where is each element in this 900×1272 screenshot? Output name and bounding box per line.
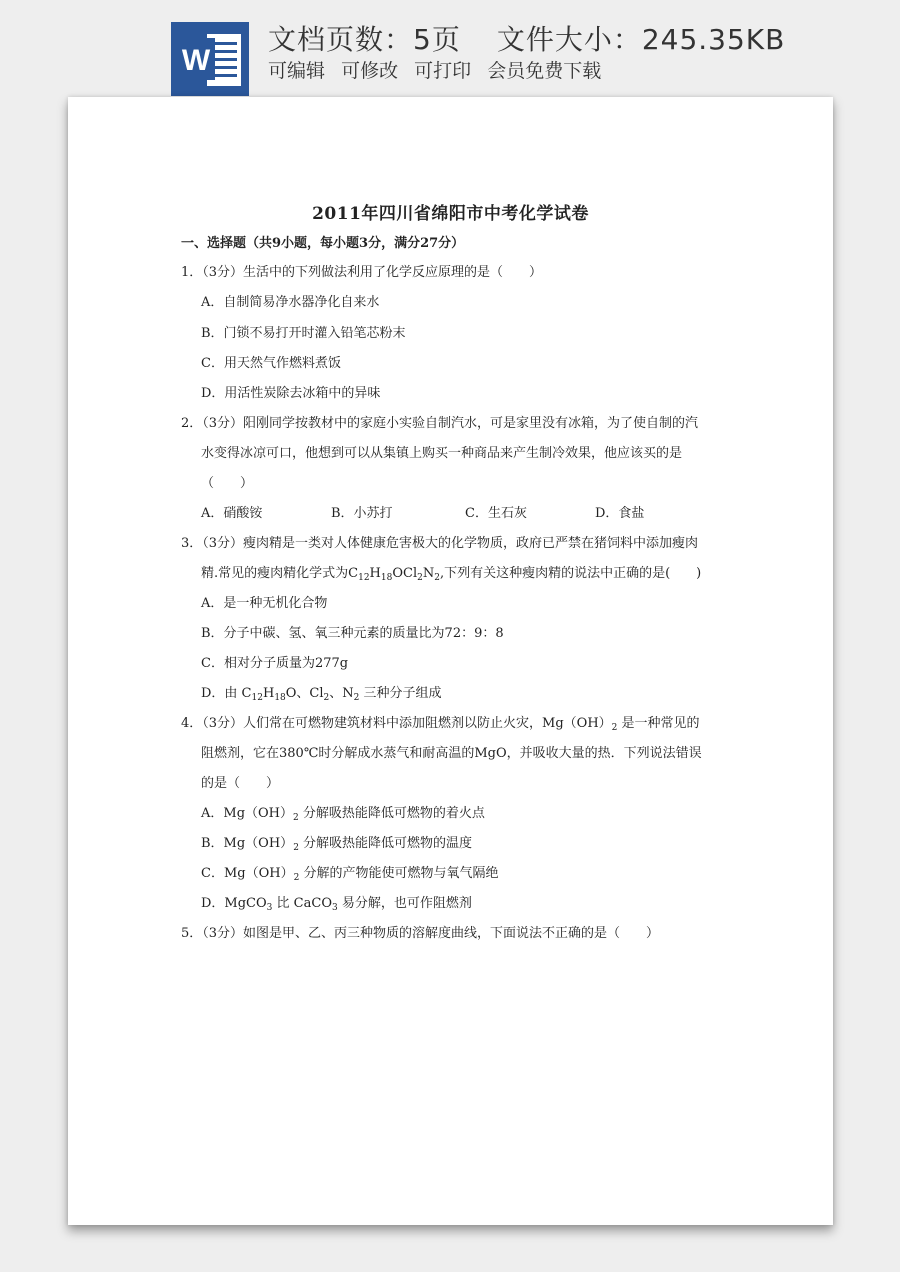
section-heading: 一、选择题（共9小题，每小题3分，满分27分） <box>181 236 465 251</box>
file-size-label: 文件大小：245.35KB <box>496 23 786 56</box>
question-4-stem-line-3: 的是（ ） <box>201 776 280 791</box>
question-1-option-b: B．门锁不易打开时灌入铅笔芯粉末 <box>201 326 406 341</box>
feature-member-download: 会员免费下载 <box>487 60 602 82</box>
feature-modifiable: 可修改 <box>341 60 399 82</box>
question-4-stem-line-2: 阻燃剂，它在380℃时分解成水蒸气和耐高温的MgO，并吸收大量的热．下列说法错误 <box>201 746 702 761</box>
question-3-stem-line-1: 3．（3分）瘦肉精是一类对人体健康危害极大的化学物质，政府已严禁在猪饲料中添加瘦肉 <box>181 536 699 551</box>
feature-list <box>268 56 611 83</box>
question-5-stem: 5．（3分）如图是甲、乙、丙三种物质的溶解度曲线，下面说法不正确的是（ ） <box>181 926 660 941</box>
document-page <box>68 97 833 1225</box>
question-3-option-c: C．相对分子质量为277g <box>201 656 349 671</box>
chemical-formula: $C_{12}H_{18}OCl_2N_2$ <box>348 566 440 583</box>
question-4-option-a: A．$Mg(OH)_2$ 分解吸热能降低可燃物的着火点 <box>201 806 485 823</box>
svg-text:W: W <box>181 44 211 77</box>
word-document-icon <box>171 22 249 96</box>
question-1-option-d: D．用活性炭除去冰箱中的异味 <box>201 386 381 401</box>
question-3-option-a: A．是一种无机化合物 <box>201 596 328 611</box>
question-4-option-d: D．MgCO$_3$ 比 CaCO$_3$ 易分解，也可作阻燃剂 <box>201 896 472 913</box>
question-1-option-c: C．用天然气作燃料煮饭 <box>201 356 341 371</box>
question-2-option-b: B．小苏打 <box>331 506 393 521</box>
question-2-stem-line-1: 2．（3分）阳刚同学按教材中的家庭小实验自制汽水，可是家里没有冰箱，为了使自制的汽 <box>181 416 699 431</box>
document-info-line <box>268 18 785 58</box>
question-3-option-d: D．由 $C_{12}H_{18}O$、$Cl_2$、$N_2$ 三种分子组成 <box>201 686 442 703</box>
question-4-option-c: C．$Mg(OH)_2$ 分解的产物能使可燃物与氧气隔绝 <box>201 866 499 883</box>
question-2-stem-line-2: 水变得冰凉可口，他想到可以从集镇上购买一种商品来产生制冷效果，他应该买的是 <box>201 446 683 461</box>
question-2-option-a: A．硝酸铵 <box>201 506 263 521</box>
question-3-stem-suffix: ,下列有关这种瘦肉精的说法中正确的是( ) <box>439 566 702 581</box>
question-1-stem: 1．（3分）生活中的下列做法利用了化学反应原理的是（ ） <box>181 265 543 280</box>
feature-printable: 可打印 <box>414 60 472 82</box>
question-2-stem-line-3: （ ） <box>201 476 254 491</box>
question-4-option-b: B．$Mg(OH)_2$ 分解吸热能降低可燃物的温度 <box>201 836 473 853</box>
page-count-label: 文档页数：5页 <box>268 23 461 56</box>
feature-editable: 可编辑 <box>268 60 326 82</box>
question-4-stem-line-1: 4．（3分）人们常在可燃物建筑材料中添加阻燃剂以防止火灾，$Mg(OH)_2$ 是一种常见的 <box>181 716 700 733</box>
question-3-stem-prefix: 精.常见的瘦肉精化学式为 <box>201 566 349 581</box>
question-3-option-b: B．分子中碳、氢、氧三种元素的质量比为72：9：8 <box>201 626 504 641</box>
question-2-option-d: D．食盐 <box>595 506 645 521</box>
question-2-option-c: C．生石灰 <box>465 506 527 521</box>
question-3-stem-line-2 <box>201 566 701 582</box>
document-title: 2011年四川省绵阳市中考化学试卷 <box>312 204 589 224</box>
question-1-option-a: A．自制简易净水器净化自来水 <box>201 295 380 310</box>
